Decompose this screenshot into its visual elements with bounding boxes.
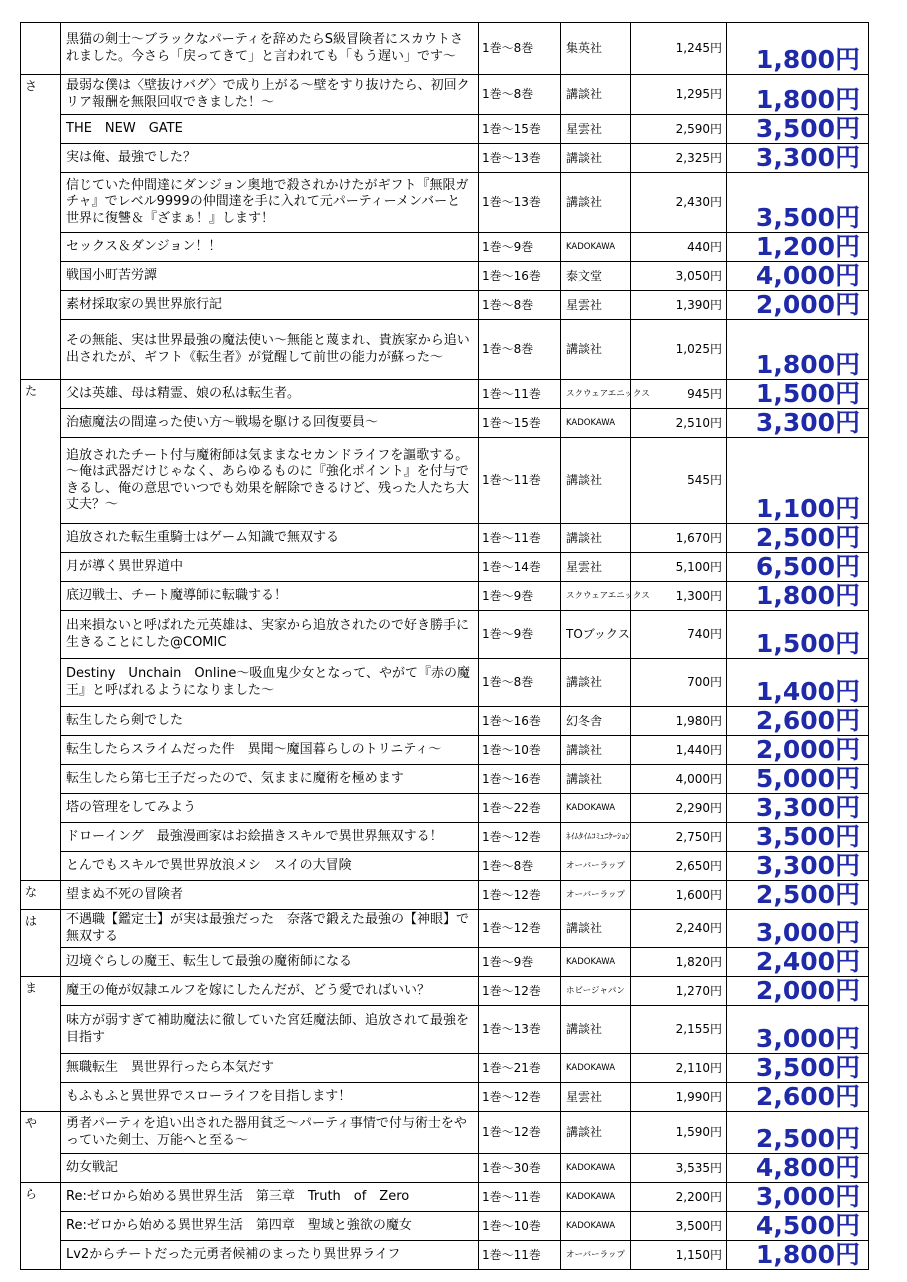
section-cell xyxy=(21,1006,61,1054)
volumes-cell: 1巻～11巻 xyxy=(479,1241,561,1270)
title-cell: 魔王の俺が奴隷エルフを嫁にしたんだが、どう愛でればいい？ xyxy=(61,977,479,1006)
volumes-cell: 1巻～9巻 xyxy=(479,611,561,659)
title-cell: 不遇職【鑑定士】が実は最強だった 奈落で鍛えた最強の【神眼】で無双する xyxy=(61,910,479,948)
publisher-cell: KADOKAWA xyxy=(561,794,631,823)
buy-price-cell: 3,300円 xyxy=(727,852,869,881)
original-price-cell: 1,150円 xyxy=(631,1241,727,1270)
title-cell: 信じていた仲間達にダンジョン奥地で殺されかけたがギフト『無限ガチャ』でレベル9999の仲間達を手に入れて元パーティーメンバーと世界に復讐＆『ざまぁ！』します！ xyxy=(61,173,479,233)
title-cell: 実は俺、最強でした？ xyxy=(61,144,479,173)
publisher-cell: KADOKAWA xyxy=(561,1154,631,1183)
original-price-cell: 545円 xyxy=(631,438,727,524)
buy-price-cell: 2,000円 xyxy=(727,977,869,1006)
table-row xyxy=(21,1083,869,1112)
buy-price-cell: 1,800円 xyxy=(727,320,869,380)
table-row xyxy=(21,765,869,794)
table-row xyxy=(21,1154,869,1183)
table-row xyxy=(21,852,869,881)
original-price-cell: 2,155円 xyxy=(631,1006,727,1054)
section-cell: た xyxy=(21,380,61,409)
original-price-cell: 2,200円 xyxy=(631,1183,727,1212)
section-cell xyxy=(21,736,61,765)
buy-price-cell: 2,500円 xyxy=(727,1112,869,1154)
publisher-cell: オーバーラップ xyxy=(561,852,631,881)
section-cell xyxy=(21,659,61,707)
publisher-cell: KADOKAWA xyxy=(561,409,631,438)
publisher-cell: 講談社 xyxy=(561,173,631,233)
volumes-cell: 1巻～22巻 xyxy=(479,794,561,823)
original-price-cell: 1,980円 xyxy=(631,707,727,736)
table-row xyxy=(21,409,869,438)
publisher-cell: スクウェアエニックス xyxy=(561,380,631,409)
section-cell xyxy=(21,582,61,611)
volumes-cell: 1巻～12巻 xyxy=(479,881,561,910)
publisher-cell: 星雲社 xyxy=(561,115,631,144)
buy-price-cell: 3,500円 xyxy=(727,823,869,852)
title-cell: Destiny Unchain Online～吸血鬼少女となって、やがて『赤の魔王』と呼ばれるようになりました～ xyxy=(61,659,479,707)
volumes-cell: 1巻～12巻 xyxy=(479,977,561,1006)
table-row xyxy=(21,582,869,611)
table-row xyxy=(21,881,869,910)
section-cell xyxy=(21,320,61,380)
buy-price-cell: 1,500円 xyxy=(727,611,869,659)
publisher-cell: 講談社 xyxy=(561,765,631,794)
table-row xyxy=(21,794,869,823)
buy-price-cell: 1,500円 xyxy=(727,380,869,409)
publisher-cell: 講談社 xyxy=(561,659,631,707)
volumes-cell: 1巻～10巻 xyxy=(479,736,561,765)
section-cell: は xyxy=(21,910,61,948)
volumes-cell: 1巻～15巻 xyxy=(479,409,561,438)
original-price-cell: 700円 xyxy=(631,659,727,707)
publisher-cell: 講談社 xyxy=(561,1112,631,1154)
section-cell: や xyxy=(21,1112,61,1154)
original-price-cell: 1,245円 xyxy=(631,23,727,75)
original-price-cell: 2,290円 xyxy=(631,794,727,823)
table-row xyxy=(21,320,869,380)
title-cell: 幼女戦記 xyxy=(61,1154,479,1183)
publisher-cell: ﾈｲﾑﾀｲﾑｺﾐｭﾆｹｰｼｮﾝ xyxy=(561,823,631,852)
volumes-cell: 1巻～13巻 xyxy=(479,1006,561,1054)
buy-price-cell: 1,400円 xyxy=(727,659,869,707)
section-cell xyxy=(21,765,61,794)
title-cell: 月が導く異世界道中 xyxy=(61,553,479,582)
table-row xyxy=(21,75,869,115)
title-cell: 素材採取家の異世界旅行記 xyxy=(61,291,479,320)
original-price-cell: 1,025円 xyxy=(631,320,727,380)
publisher-cell: 講談社 xyxy=(561,144,631,173)
title-cell: 塔の管理をしてみよう xyxy=(61,794,479,823)
publisher-cell: KADOKAWA xyxy=(561,1054,631,1083)
original-price-cell: 2,240円 xyxy=(631,910,727,948)
buy-price-cell: 1,800円 xyxy=(727,75,869,115)
publisher-cell: 講談社 xyxy=(561,524,631,553)
section-cell: ま xyxy=(21,977,61,1006)
publisher-cell: KADOKAWA xyxy=(561,1183,631,1212)
section-cell xyxy=(21,1154,61,1183)
volumes-cell: 1巻～12巻 xyxy=(479,1112,561,1154)
title-cell: Re:ゼロから始める異世界生活 第四章 聖域と強欲の魔女 xyxy=(61,1212,479,1241)
section-cell xyxy=(21,707,61,736)
title-cell: その無能、実は世界最強の魔法使い～無能と蔑まれ、貴族家から追い出されたが、ギフト《転生者》が覚醒して前世の能力が蘇った～ xyxy=(61,320,479,380)
table-row xyxy=(21,380,869,409)
title-cell: 転生したら第七王子だったので、気ままに魔術を極めます xyxy=(61,765,479,794)
title-cell: 戦国小町苦労譚 xyxy=(61,262,479,291)
buy-price-cell: 3,000円 xyxy=(727,1006,869,1054)
section-cell xyxy=(21,291,61,320)
buy-price-cell: 4,800円 xyxy=(727,1154,869,1183)
volumes-cell: 1巻～9巻 xyxy=(479,948,561,977)
buy-price-cell: 3,000円 xyxy=(727,910,869,948)
volumes-cell: 1巻～9巻 xyxy=(479,582,561,611)
section-cell: さ xyxy=(21,75,61,115)
original-price-cell: 2,430円 xyxy=(631,173,727,233)
buy-price-cell: 3,300円 xyxy=(727,409,869,438)
section-cell xyxy=(21,1083,61,1112)
section-cell xyxy=(21,823,61,852)
buy-price-cell: 2,600円 xyxy=(727,1083,869,1112)
volumes-cell: 1巻～8巻 xyxy=(479,23,561,75)
original-price-cell: 1,390円 xyxy=(631,291,727,320)
publisher-cell: KADOKAWA xyxy=(561,233,631,262)
table-row xyxy=(21,910,869,948)
title-cell: 辺境ぐらしの魔王、転生して最強の魔術師になる xyxy=(61,948,479,977)
volumes-cell: 1巻～8巻 xyxy=(479,320,561,380)
volumes-cell: 1巻～8巻 xyxy=(479,75,561,115)
buy-price-cell: 2,000円 xyxy=(727,736,869,765)
publisher-cell: 星雲社 xyxy=(561,553,631,582)
title-cell: 味方が弱すぎて補助魔法に徹していた宮廷魔法師、追放されて最強を目指す xyxy=(61,1006,479,1054)
volumes-cell: 1巻～10巻 xyxy=(479,1212,561,1241)
publisher-cell: 講談社 xyxy=(561,1006,631,1054)
section-cell xyxy=(21,524,61,553)
table-row xyxy=(21,23,869,75)
table-row xyxy=(21,1112,869,1154)
volumes-cell: 1巻～16巻 xyxy=(479,707,561,736)
publisher-cell: オーバーラップ xyxy=(561,881,631,910)
price-list-body xyxy=(21,23,869,1270)
volumes-cell: 1巻～13巻 xyxy=(479,173,561,233)
section-cell xyxy=(21,438,61,524)
original-price-cell: 3,535円 xyxy=(631,1154,727,1183)
title-cell: 望まぬ不死の冒険者 xyxy=(61,881,479,910)
title-cell: 底辺戦士、チート魔導師に転職する！ xyxy=(61,582,479,611)
title-cell: 追放された転生重騎士はゲーム知識で無双する xyxy=(61,524,479,553)
table-row xyxy=(21,553,869,582)
volumes-cell: 1巻～11巻 xyxy=(479,438,561,524)
buy-price-cell: 4,500円 xyxy=(727,1212,869,1241)
original-price-cell: 1,990円 xyxy=(631,1083,727,1112)
buy-price-cell: 3,300円 xyxy=(727,144,869,173)
section-cell xyxy=(21,948,61,977)
publisher-cell: 講談社 xyxy=(561,438,631,524)
publisher-cell: 星雲社 xyxy=(561,1083,631,1112)
publisher-cell: 講談社 xyxy=(561,75,631,115)
table-row xyxy=(21,144,869,173)
table-row xyxy=(21,977,869,1006)
volumes-cell: 1巻～12巻 xyxy=(479,910,561,948)
volumes-cell: 1巻～13巻 xyxy=(479,144,561,173)
buy-price-cell: 2,400円 xyxy=(727,948,869,977)
original-price-cell: 945円 xyxy=(631,380,727,409)
volumes-cell: 1巻～16巻 xyxy=(479,765,561,794)
original-price-cell: 3,050円 xyxy=(631,262,727,291)
table-row xyxy=(21,1183,869,1212)
table-row xyxy=(21,611,869,659)
publisher-cell: KADOKAWA xyxy=(561,1212,631,1241)
title-cell: Re:ゼロから始める異世界生活 第三章 Truth of Zero xyxy=(61,1183,479,1212)
title-cell: 最弱な僕は〈壁抜けバグ〉で成り上がる～壁をすり抜けたら、初回クリア報酬を無限回収できました！～ xyxy=(61,75,479,115)
section-cell xyxy=(21,173,61,233)
volumes-cell: 1巻～30巻 xyxy=(479,1154,561,1183)
buy-price-cell: 2,500円 xyxy=(727,524,869,553)
publisher-cell: KADOKAWA xyxy=(561,948,631,977)
original-price-cell: 2,510円 xyxy=(631,409,727,438)
original-price-cell: 1,300円 xyxy=(631,582,727,611)
buy-price-cell: 3,500円 xyxy=(727,173,869,233)
title-cell: セックス＆ダンジョン！！ xyxy=(61,233,479,262)
title-cell: 出来損ないと呼ばれた元英雄は、実家から追放されたので好き勝手に生きることにした@COMIC xyxy=(61,611,479,659)
section-cell xyxy=(21,262,61,291)
section-cell xyxy=(21,852,61,881)
title-cell: ドローイング 最強漫画家はお絵描きスキルで異世界無双する！ xyxy=(61,823,479,852)
buy-price-cell: 1,800円 xyxy=(727,582,869,611)
section-cell xyxy=(21,409,61,438)
table-row xyxy=(21,1054,869,1083)
volumes-cell: 1巻～12巻 xyxy=(479,1083,561,1112)
section-cell xyxy=(21,144,61,173)
section-cell xyxy=(21,1241,61,1270)
publisher-cell: 泰文堂 xyxy=(561,262,631,291)
section-cell xyxy=(21,115,61,144)
title-cell: 追放されたチート付与魔術師は気ままなセカンドライフを謳歌する。～俺は武器だけじゃなく、あらゆるものに『強化ポイント』を付与できるし、俺の意思でいつでも効果を解除できるけど、残った人たち大丈夫？～ xyxy=(61,438,479,524)
buy-price-cell: 2,600円 xyxy=(727,707,869,736)
title-cell: THE NEW GATE xyxy=(61,115,479,144)
publisher-cell: スクウェアエニックス xyxy=(561,582,631,611)
section-cell: ら xyxy=(21,1183,61,1212)
original-price-cell: 5,100円 xyxy=(631,553,727,582)
buy-price-cell: 3,500円 xyxy=(727,115,869,144)
publisher-cell: オーバーラップ xyxy=(561,1241,631,1270)
table-row xyxy=(21,438,869,524)
original-price-cell: 1,600円 xyxy=(631,881,727,910)
volumes-cell: 1巻～9巻 xyxy=(479,233,561,262)
title-cell: もふもふと異世界でスローライフを目指します！ xyxy=(61,1083,479,1112)
table-row xyxy=(21,823,869,852)
buy-price-cell: 1,100円 xyxy=(727,438,869,524)
publisher-cell: 集英社 xyxy=(561,23,631,75)
section-cell xyxy=(21,794,61,823)
publisher-cell: ホビージャパン xyxy=(561,977,631,1006)
original-price-cell: 2,650円 xyxy=(631,852,727,881)
buy-price-cell: 1,800円 xyxy=(727,23,869,75)
volumes-cell: 1巻～21巻 xyxy=(479,1054,561,1083)
publisher-cell: 講談社 xyxy=(561,910,631,948)
buy-price-cell: 1,800円 xyxy=(727,1241,869,1270)
volumes-cell: 1巻～8巻 xyxy=(479,659,561,707)
section-cell xyxy=(21,611,61,659)
title-cell: とんでもスキルで異世界放浪メシ スイの大冒険 xyxy=(61,852,479,881)
volumes-cell: 1巻～8巻 xyxy=(479,852,561,881)
table-row xyxy=(21,1006,869,1054)
buy-price-cell: 2,000円 xyxy=(727,291,869,320)
table-row xyxy=(21,115,869,144)
volumes-cell: 1巻～8巻 xyxy=(479,291,561,320)
buy-price-cell: 2,500円 xyxy=(727,881,869,910)
volumes-cell: 1巻～12巻 xyxy=(479,823,561,852)
title-cell: Lv2からチートだった元勇者候補のまったり異世界ライフ xyxy=(61,1241,479,1270)
section-cell xyxy=(21,1054,61,1083)
buy-price-cell: 1,200円 xyxy=(727,233,869,262)
section-cell xyxy=(21,233,61,262)
section-cell xyxy=(21,553,61,582)
table-row xyxy=(21,707,869,736)
table-row xyxy=(21,1212,869,1241)
publisher-cell: 講談社 xyxy=(561,736,631,765)
publisher-cell: 講談社 xyxy=(561,320,631,380)
buy-price-cell: 3,300円 xyxy=(727,794,869,823)
original-price-cell: 1,590円 xyxy=(631,1112,727,1154)
volumes-cell: 1巻～11巻 xyxy=(479,524,561,553)
table-row xyxy=(21,1241,869,1270)
table-row xyxy=(21,659,869,707)
original-price-cell: 1,270円 xyxy=(631,977,727,1006)
volumes-cell: 1巻～14巻 xyxy=(479,553,561,582)
title-cell: 父は英雄、母は精霊、娘の私は転生者。 xyxy=(61,380,479,409)
table-row xyxy=(21,736,869,765)
original-price-cell: 4,000円 xyxy=(631,765,727,794)
original-price-cell: 1,440円 xyxy=(631,736,727,765)
table-row xyxy=(21,173,869,233)
original-price-cell: 2,110円 xyxy=(631,1054,727,1083)
table-row xyxy=(21,948,869,977)
section-cell xyxy=(21,1212,61,1241)
section-cell xyxy=(21,23,61,75)
buy-price-cell: 6,500円 xyxy=(727,553,869,582)
volumes-cell: 1巻～15巻 xyxy=(479,115,561,144)
title-cell: 転生したらスライムだった件 異聞～魔国暮らしのトリニティ～ xyxy=(61,736,479,765)
original-price-cell: 740円 xyxy=(631,611,727,659)
original-price-cell: 1,295円 xyxy=(631,75,727,115)
table-row xyxy=(21,262,869,291)
section-cell: な xyxy=(21,881,61,910)
buy-price-cell: 3,500円 xyxy=(727,1054,869,1083)
volumes-cell: 1巻～11巻 xyxy=(479,380,561,409)
original-price-cell: 2,590円 xyxy=(631,115,727,144)
table-row xyxy=(21,233,869,262)
original-price-cell: 3,500円 xyxy=(631,1212,727,1241)
buy-price-cell: 5,000円 xyxy=(727,765,869,794)
publisher-cell: 星雲社 xyxy=(561,291,631,320)
volumes-cell: 1巻～11巻 xyxy=(479,1183,561,1212)
title-cell: 黒猫の剣士～ブラックなパーティを辞めたらS級冒険者にスカウトされました。今さら「戻ってきて」と言われても「もう遅い」です～ xyxy=(61,23,479,75)
table-row xyxy=(21,524,869,553)
title-cell: 転生したら剣でした xyxy=(61,707,479,736)
original-price-cell: 2,325円 xyxy=(631,144,727,173)
title-cell: 無職転生 異世界行ったら本気だす xyxy=(61,1054,479,1083)
title-cell: 治癒魔法の間違った使い方～戦場を駆ける回復要員～ xyxy=(61,409,479,438)
price-list-table xyxy=(20,22,869,1270)
original-price-cell: 440円 xyxy=(631,233,727,262)
original-price-cell: 1,670円 xyxy=(631,524,727,553)
original-price-cell: 1,820円 xyxy=(631,948,727,977)
title-cell: 勇者パーティを追い出された器用貧乏～パーティ事情で付与術士をやっていた剣士、万能へと至る～ xyxy=(61,1112,479,1154)
publisher-cell: 幻冬舎 xyxy=(561,707,631,736)
volumes-cell: 1巻～16巻 xyxy=(479,262,561,291)
original-price-cell: 2,750円 xyxy=(631,823,727,852)
table-row xyxy=(21,291,869,320)
buy-price-cell: 3,000円 xyxy=(727,1183,869,1212)
buy-price-cell: 4,000円 xyxy=(727,262,869,291)
publisher-cell: TOブックス xyxy=(561,611,631,659)
